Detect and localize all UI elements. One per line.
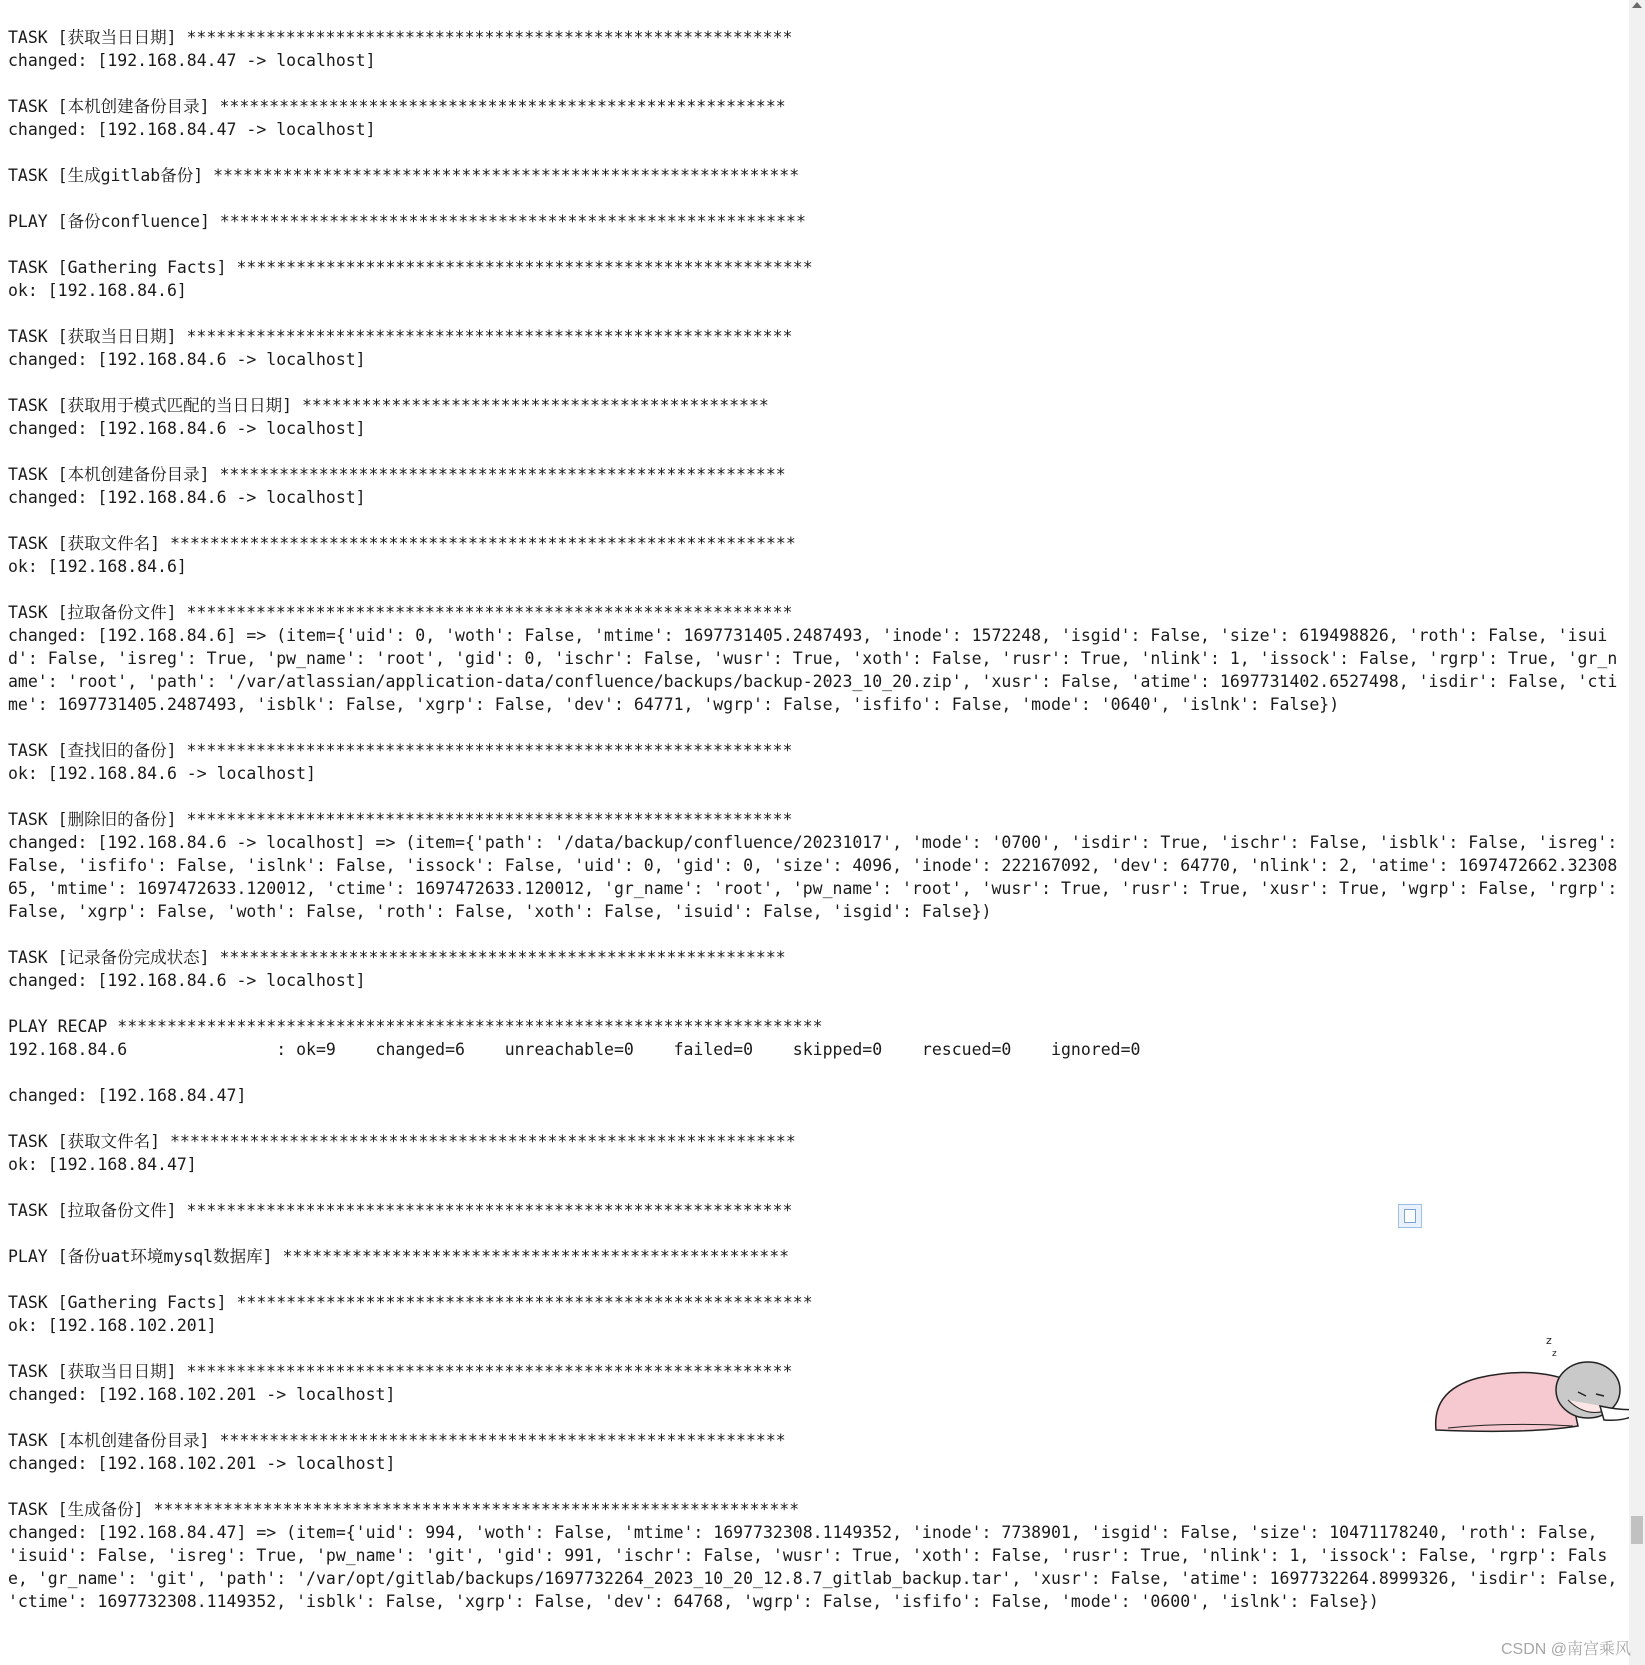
console-line: changed: [192.168.102.201 -> localhost] — [8, 1385, 396, 1404]
console-line — [8, 509, 1623, 532]
console-line: ok: [192.168.84.6] — [8, 557, 187, 576]
console-line: TASK [拉取备份文件] ************************************************************* — [8, 603, 793, 622]
console-line: changed: [192.168.84.47] => (item={'uid': 994, 'woth': False, 'mtime': 1697732308.1149352, 'inode': 7738901, 'isgid': False, 'size': 10471178240, 'roth': False, 'isuid': False, 'isreg': True, 'pw_name': 'git', 'gid': 991, 'ischr': False, 'wusr': True, 'xoth': False, 'rusr': True, 'nlink': 1, 'issock': False, 'rgrp': False, 'gr_name': 'git', 'path': '/var/opt/gitlab/backups/1697732264_2023_10_20_12.8.7_gitlab_backup.tar', 'xusr': False, 'atime': 1697732264.8999326, 'isdir': False, 'ctime': 1697732308.1149352, 'isblk': False, 'xgrp': False, 'dev': 64768, 'wgrp': False, 'isfifo': False, 'mode': '0600', 'islnk': False}) — [8, 1523, 1628, 1611]
console-line: changed: [192.168.84.6 -> localhost] — [8, 419, 366, 438]
vertical-scrollbar[interactable] — [1629, 0, 1645, 1665]
console-line: ok: [192.168.84.6 -> localhost] — [8, 764, 316, 783]
console-line — [8, 233, 1623, 256]
console-line: TASK [本机创建备份目录] ********************************************************* — [8, 97, 786, 116]
console-line: TASK [获取当日日期] ************************************************************* — [8, 327, 793, 346]
console-line: TASK [获取文件名] *************************************************************** — [8, 1132, 796, 1151]
console-line — [8, 716, 1623, 739]
console-line: TASK [Gathering Facts] ********************************************************** — [8, 1293, 813, 1312]
console-line — [8, 1061, 1623, 1084]
scroll-up-arrow-icon[interactable] — [1632, 2, 1642, 8]
svg-text:z: z — [1546, 1334, 1552, 1347]
console-line: PLAY [备份uat环境mysql数据库] *************************************************** — [8, 1247, 790, 1266]
console-line — [8, 923, 1623, 946]
console-line: changed: [192.168.84.47] — [8, 1086, 247, 1105]
console-line: changed: [192.168.84.6 -> localhost] — [8, 971, 366, 990]
console-line: ok: [192.168.102.201] — [8, 1316, 217, 1335]
console-line: changed: [192.168.84.47 -> localhost] — [8, 51, 376, 70]
console-line: ok: [192.168.84.47] — [8, 1155, 197, 1174]
sleeping-mascot-icon — [1428, 1330, 1645, 1442]
console-line — [8, 1176, 1623, 1199]
console-line — [8, 371, 1623, 394]
document-icon[interactable] — [1398, 1204, 1422, 1228]
console-line: TASK [查找旧的备份] ************************************************************* — [8, 741, 793, 760]
console-line: changed: [192.168.102.201 -> localhost] — [8, 1454, 396, 1473]
console-line: TASK [Gathering Facts] ********************************************************** — [8, 258, 813, 277]
console-line: TASK [获取当日日期] ************************************************************* — [8, 1362, 793, 1381]
console-line — [8, 1475, 1623, 1498]
console-line — [8, 1406, 1623, 1429]
console-line: TASK [生成备份] ***************************************************************** — [8, 1500, 800, 1519]
console-line: ok: [192.168.84.6] — [8, 281, 187, 300]
console-line — [8, 992, 1623, 1015]
console-line: TASK [记录备份完成状态] ********************************************************* — [8, 948, 786, 967]
console-line: TASK [拉取备份文件] ************************************************************* — [8, 1201, 793, 1220]
console-line: changed: [192.168.84.6] => (item={'uid': 0, 'woth': False, 'mtime': 1697731405.2487493, 'inode': 1572248, 'isgid': False, 'size': 619498826, 'roth': False, 'isuid': False, 'isreg': True, 'pw_name': 'root', 'gid': 0, 'ischr': False, 'wusr': True, 'xoth': False, 'rusr': True, 'nlink': 1, 'issock': False, 'rgrp': True, 'gr_name': 'root', 'path': '/var/atlassian/application-data/confluence/backups/backup-2023_10_20.zip', 'xusr': False, 'atime': 1697731402.6527498, 'isdir': False, 'ctime': 1697731405.2487493, 'isblk': False, 'xgrp': False, 'dev': 64771, 'wgrp': False, 'isfifo': False, 'mode': '0640', 'islnk': False}) — [8, 626, 1618, 714]
console-line — [8, 440, 1623, 463]
console-line: TASK [生成gitlab备份] *********************************************************** — [8, 166, 800, 185]
console-line: PLAY [备份confluence] *********************************************************** — [8, 212, 806, 231]
console-line — [8, 187, 1623, 210]
watermark: CSDN @南宫乘风 — [1500, 1641, 1631, 1658]
console-line: TASK [删除旧的备份] ************************************************************* — [8, 810, 793, 829]
console-line — [8, 1107, 1623, 1130]
console-line: TASK [本机创建备份目录] ********************************************************* — [8, 465, 786, 484]
console-line: changed: [192.168.84.47 -> localhost] — [8, 120, 376, 139]
console-line — [8, 1337, 1623, 1360]
console-line: TASK [获取用于模式匹配的当日日期] *********************************************** — [8, 396, 769, 415]
console-line: PLAY RECAP *********************************************************************** — [8, 1017, 823, 1036]
terminal-output — [8, 26, 1628, 1613]
console-line — [8, 785, 1623, 808]
scroll-thumb[interactable] — [1631, 1516, 1643, 1544]
console-line: changed: [192.168.84.6 -> localhost] => (item={'path': '/data/backup/confluence/20231017', 'mode': '0700', 'isdir': True, 'ischr': False, 'isblk': False, 'isreg': False, 'isfifo': False, 'islnk': False, 'issock': False, 'uid': 0, 'gid': 0, 'size': 4096, 'inode': 222167092, 'dev': 64770, 'nlink': 2, 'atime': 1697472662.3230865, 'mtime': 1697472633.120012, 'ctime': 1697472633.120012, 'gr_name': 'root', 'pw_name': 'root', 'wusr': True, 'rusr': True, 'xusr': True, 'wgrp': False, 'rgrp': False, 'xgrp': False, 'woth': False, 'roth': False, 'xoth': False, 'isuid': False, 'isgid': False}) — [8, 833, 1628, 921]
console-line: changed: [192.168.84.6 -> localhost] — [8, 350, 366, 369]
console-line — [8, 302, 1623, 325]
console-line: changed: [192.168.84.6 -> localhost] — [8, 488, 366, 507]
console-line — [8, 1222, 1623, 1245]
console-line — [8, 72, 1623, 95]
console-line — [8, 141, 1623, 164]
console-line — [8, 578, 1623, 601]
svg-text:z: z — [1552, 1349, 1557, 1359]
console-line: TASK [获取文件名] *************************************************************** — [8, 534, 796, 553]
console-line: 192.168.84.6 : ok=9 changed=6 unreachable=0 failed=0 skipped=0 rescued=0 ignored=0 — [8, 1040, 1141, 1059]
console-line: TASK [本机创建备份目录] ********************************************************* — [8, 1431, 786, 1450]
console-line — [8, 1268, 1623, 1291]
console-line: TASK [获取当日日期] ************************************************************* — [8, 28, 793, 47]
